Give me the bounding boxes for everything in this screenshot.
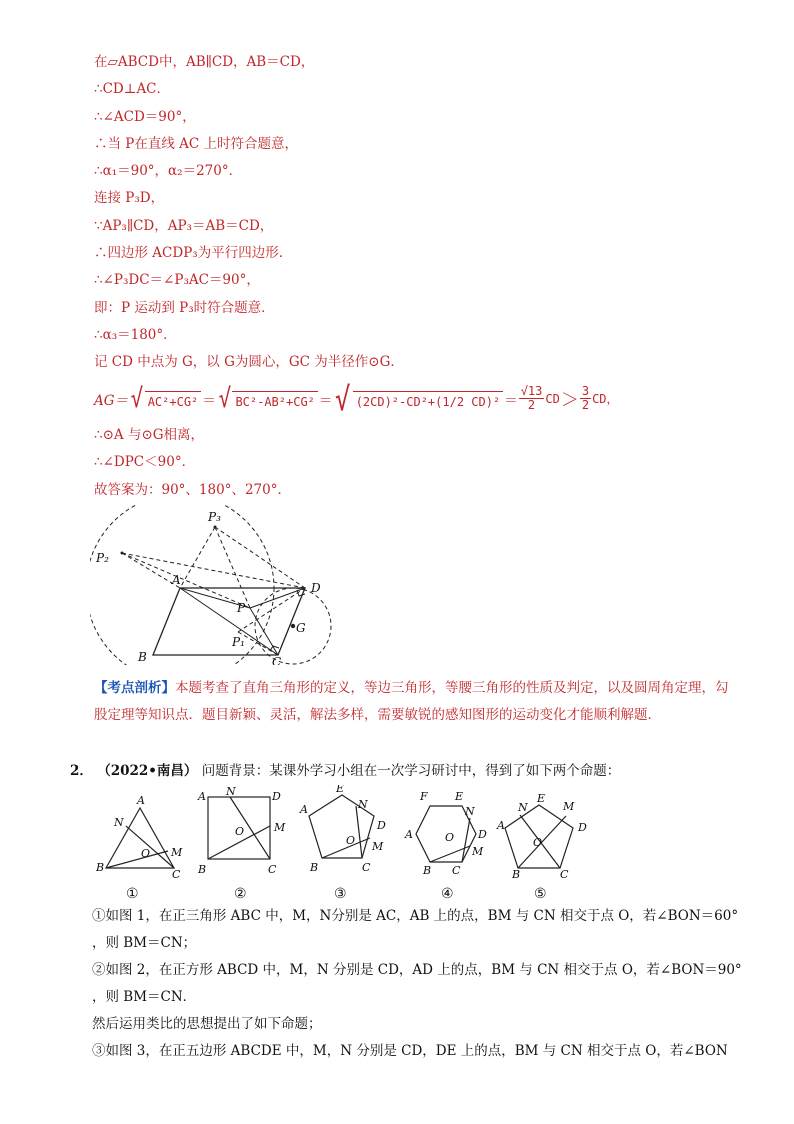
- label-g: G: [296, 621, 306, 635]
- ag-label: AG＝: [94, 392, 129, 409]
- svg-text:N: N: [358, 798, 368, 811]
- solution-line: 即：P 运动到 P₃时符合题意．: [94, 299, 275, 316]
- svg-text:N: N: [226, 785, 236, 798]
- solution-line: ∴∠P₃DC＝∠P₃AC＝90°，: [94, 272, 260, 289]
- question-body: [92, 903, 752, 1065]
- svg-text:E: E: [455, 790, 464, 803]
- svg-text:O: O: [533, 836, 543, 849]
- question-line: 然后运用类比的思想提出了如下命题；: [92, 1016, 322, 1032]
- fig4-cn: [462, 818, 470, 862]
- question-line: ③如图 3，在正五边形 ABCDE 中，M，N 分别是 CD，DE 上的点，BM 与 CN 相交于点 O，若∠BON: [92, 1043, 728, 1059]
- point-g: [291, 624, 295, 628]
- svg-text:M: M: [472, 845, 484, 858]
- question-line: ①如图 1，在正三角形 ABC 中，M，N分别是 AC，AB 上的点，BM 与 CN 相交于点 O，若∠BON＝60°: [92, 908, 739, 924]
- svg-text:C: C: [268, 863, 277, 876]
- svg-text:D: D: [272, 790, 281, 803]
- label-a: A: [172, 573, 181, 587]
- svg-text:M: M: [372, 840, 384, 853]
- conclusion-line: ∴⊙A 与⊙G相离，: [94, 427, 205, 443]
- svg-text:D: D: [377, 819, 386, 832]
- svg-text:E: E: [537, 792, 546, 805]
- svg-text:M: M: [563, 800, 575, 813]
- svg-text:A: A: [137, 794, 145, 807]
- svg-text:D: D: [578, 821, 587, 834]
- label-p1: P₁: [232, 635, 245, 649]
- solution-line: 在▱ABCD中，AB∥CD，AB＝CD，: [94, 54, 315, 70]
- analysis-paragraph: [94, 675, 734, 729]
- radical-3: √ (2CD)²-CD²+(1/2 CD)²: [333, 388, 503, 410]
- radical-1: √ AC²+CG²: [129, 388, 201, 410]
- equals-sign: ＝: [318, 392, 333, 409]
- point-p3: [214, 526, 217, 529]
- analysis-tag: 【考点剖析】: [94, 680, 175, 696]
- equals-sign: ＝: [202, 392, 216, 409]
- equals-sign: ＝: [504, 392, 518, 409]
- svg-text:B: B: [512, 868, 521, 881]
- segment-p2d: [122, 553, 305, 588]
- solution-line: 记 CD 中点为 G，以 G为圆心，GC 为半径作⊙G．: [94, 354, 404, 371]
- solution-line: ∴当 P在直线 AC 上时符合题意，: [94, 135, 299, 152]
- svg-text:C: C: [560, 868, 569, 881]
- fig1-bm: [106, 851, 168, 868]
- segment-p3d: [215, 527, 305, 588]
- fig-caption: ⑤: [534, 886, 547, 902]
- solution-block: [94, 52, 734, 380]
- svg-text:A: A: [198, 790, 206, 803]
- question-header: [70, 758, 740, 785]
- svg-text:N: N: [465, 805, 475, 818]
- svg-text:O: O: [445, 831, 455, 844]
- svg-text:N: N: [518, 801, 528, 814]
- svg-text:A: A: [300, 803, 308, 816]
- cd-term: CD，: [592, 392, 619, 406]
- svg-text:A: A: [497, 819, 505, 832]
- fig-caption: ②: [234, 886, 247, 902]
- fig-caption: ①: [126, 886, 139, 902]
- segment-ac: [180, 588, 278, 655]
- label-d: D: [311, 581, 321, 595]
- label-p: P: [237, 601, 246, 615]
- solution-line: ∴α₃＝180°．: [94, 326, 177, 343]
- svg-text:N: N: [114, 816, 124, 829]
- svg-text:B: B: [198, 863, 207, 876]
- svg-text:C: C: [362, 861, 371, 874]
- svg-text:M: M: [274, 821, 286, 834]
- question-line: ②如图 2，在正方形 ABCD 中，M，N 分别是 CD，AD 上的点，BM 与 CN 相交于点 O，若∠BON＝90°: [92, 962, 742, 978]
- question-line: ，则 BM＝CN．: [92, 989, 197, 1005]
- svg-text:O: O: [235, 825, 245, 838]
- svg-text:O: O: [346, 834, 356, 847]
- question-source: （2022•南昌）: [97, 763, 198, 779]
- solution-line: 连接 P₃D，: [94, 190, 165, 207]
- svg-text:C: C: [452, 864, 461, 877]
- cd-term: CD: [545, 391, 560, 406]
- fraction-3-over-2: $\frac{3}{2}$: [581, 384, 590, 412]
- conclusion-line: 故答案为：90°、180°、270°．: [94, 481, 291, 498]
- solution-line: ∴四边形 ACDP₃为平行四边形．: [94, 245, 293, 262]
- question-figures: [90, 785, 610, 905]
- fig-caption: ④: [441, 886, 454, 902]
- segment-p2p: [122, 553, 250, 608]
- greater-than: ＞: [560, 389, 579, 411]
- label-b: B: [138, 650, 147, 664]
- fig-caption: ③: [334, 886, 347, 902]
- svg-text:B: B: [310, 861, 319, 874]
- conclusion-block: [94, 425, 734, 507]
- svg-text:A: A: [405, 828, 413, 841]
- solution-line: ∴α₁＝90°，α₂＝270°．: [94, 163, 243, 180]
- conclusion-line: ∴∠DPC＜90°．: [94, 454, 196, 471]
- ag-inequality: [94, 379, 619, 418]
- question-line: ，则 BM＝CN；: [92, 935, 197, 951]
- solution-line: ∴∠ACD＝90°，: [94, 108, 196, 125]
- label-c: C: [272, 655, 282, 665]
- svg-text:E: E: [336, 785, 345, 795]
- geometry-diagram: [90, 505, 350, 665]
- svg-text:F: F: [420, 790, 428, 803]
- question-number: 2．: [70, 763, 93, 779]
- solution-line: ∵AP₃∥CD，AP₃＝AB＝CD，: [94, 217, 274, 234]
- label-p3: P₃: [208, 510, 221, 524]
- fig3-cn: [356, 806, 362, 858]
- label-p2: P₂: [96, 551, 109, 565]
- solution-line: ∴CD⊥AC．: [94, 81, 171, 98]
- svg-text:O: O: [141, 847, 151, 860]
- segment-p3a: [180, 527, 215, 588]
- svg-text:D: D: [478, 828, 487, 841]
- svg-text:B: B: [96, 861, 105, 874]
- question-intro: 问题背景：某课外学习小组在一次学习研讨中，得到了如下两个命题：: [201, 763, 621, 779]
- svg-text:M: M: [171, 846, 183, 859]
- svg-text:B: B: [423, 864, 432, 877]
- point-p2: [121, 552, 124, 555]
- radical-2: √ BC²-AB²+CG²: [217, 388, 318, 410]
- fraction-sqrt13-over-2: $\frac{√13}{2}$: [520, 384, 543, 412]
- svg-text:C: C: [172, 868, 181, 881]
- analysis-text: 本题考查了直角三角形的定义，等边三角形，等腰三角形的性质及判定，以及圆周角定理，勾股定理等知识点．题目新颖、灵活，解法多样，需要敏锐的感知图形的运动变化才能顺利解题．: [94, 680, 729, 723]
